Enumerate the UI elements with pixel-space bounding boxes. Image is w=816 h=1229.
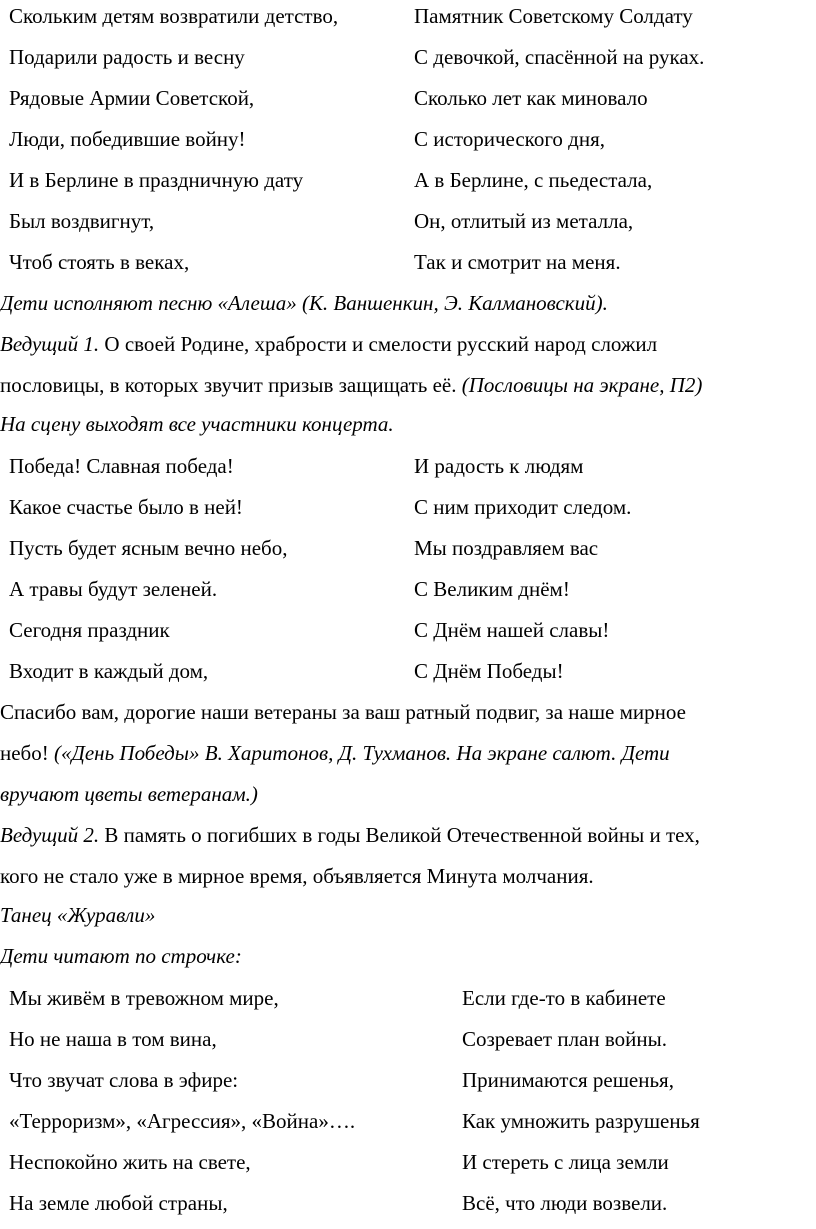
thanks-line1: Спасибо вам, дорогие наши ветераны за ваш ратный подвиг, за наше мирное <box>0 700 686 724</box>
poem-line: Победа! Славная победа! <box>9 454 234 478</box>
poem-line: Если где-то в кабинете <box>462 986 666 1010</box>
children-read-note: Дети читают по строчке: <box>0 944 242 968</box>
poem-line: С девочкой, спасённой на руках. <box>414 45 705 69</box>
poem-line: Мы живём в тревожном мире, <box>9 986 279 1010</box>
poem-line: Рядовые Армии Советской, <box>9 86 255 110</box>
stage-note: На сцену выходят все участники концерта. <box>0 412 394 436</box>
poem-line: Но не наша в том вина, <box>9 1027 217 1051</box>
host1-note: (Пословицы на экране, П2) <box>461 373 703 397</box>
poem-line: С исторического дня, <box>414 127 605 151</box>
poem-line: Принимаются решенья, <box>462 1068 674 1092</box>
poem-line: Он, отлитый из металла, <box>414 209 634 233</box>
host2-speaker: Ведущий 2. <box>0 823 100 847</box>
poem-line: Мы поздравляем вас <box>414 536 599 560</box>
thanks-note: («День Победы» В. Харитонов, Д. Тухманов. На экране салют. Дети <box>54 741 670 765</box>
poem-line: Люди, победившие войну! <box>9 127 246 151</box>
host1-line2 <box>0 375 702 396</box>
poem-line: С ним приходит следом. <box>414 495 632 519</box>
host2-line1 <box>0 825 700 846</box>
poem-line: Как умножить разрушенья <box>462 1109 700 1133</box>
host2-line2: кого не стало уже в мирное время, объявляется Минута молчания. <box>0 864 594 888</box>
poem-line: С Великим днём! <box>414 577 570 601</box>
poem-line: Был воздвигнут, <box>9 209 155 233</box>
poem-line: Чтоб стоять в веках, <box>9 250 190 274</box>
poem-line: И радость к людям <box>414 454 584 478</box>
poem-line: Памятник Советскому Солдату <box>414 4 693 28</box>
poem-line: И в Берлине в праздничную дату <box>9 168 304 192</box>
poem-line: А в Берлине, с пьедестала, <box>414 168 653 192</box>
poem-line: Что звучат слова в эфире: <box>9 1068 239 1092</box>
poem-line: А травы будут зеленей. <box>9 577 218 601</box>
poem-line: Подарили радость и весну <box>9 45 245 69</box>
poem-line: Созревает план войны. <box>462 1027 667 1051</box>
poem-line: Сегодня праздник <box>9 618 170 642</box>
poem-line: Пусть будет ясным вечно небо, <box>9 536 288 560</box>
poem-line: Так и смотрит на меня. <box>414 250 621 274</box>
song-note: Дети исполняют песню «Алеша» (К. Ваншенкин, Э. Калмановский). <box>0 291 608 315</box>
thanks-text: небо! <box>0 741 54 765</box>
poem-line: Какое счастье было в ней! <box>9 495 243 519</box>
poem-line: Сколько лет как миновало <box>414 86 648 110</box>
poem-line: Скольким детям возвратили детство, <box>9 4 339 28</box>
poem-line: Всё, что люди возвели. <box>462 1191 668 1215</box>
poem-line: На земле любой страны, <box>9 1191 228 1215</box>
poem-line: С Днём нашей славы! <box>414 618 610 642</box>
dance-title: Танец «Журавли» <box>0 903 156 927</box>
poem-line: С Днём Победы! <box>414 659 564 683</box>
host1-speaker: Ведущий 1. <box>0 332 100 356</box>
poem-line: Входит в каждый дом, <box>9 659 209 683</box>
host1-text: пословицы, в которых звучит призыв защищать её. <box>0 373 462 397</box>
poem-line: «Терроризм», «Агрессия», «Война»…. <box>9 1109 356 1133</box>
host1-text: О своей Родине, храбрости и смелости русский народ сложил <box>99 332 658 356</box>
poem-line: И стереть с лица земли <box>462 1150 669 1174</box>
poem-line: Неспокойно жить на свете, <box>9 1150 251 1174</box>
host2-text: В память о погибших в годы Великой Отечественной войны и тех, <box>99 823 700 847</box>
thanks-line2 <box>0 743 670 764</box>
thanks-note-line3: вручают цветы ветеранам.) <box>0 782 258 806</box>
host1-line1 <box>0 334 657 355</box>
